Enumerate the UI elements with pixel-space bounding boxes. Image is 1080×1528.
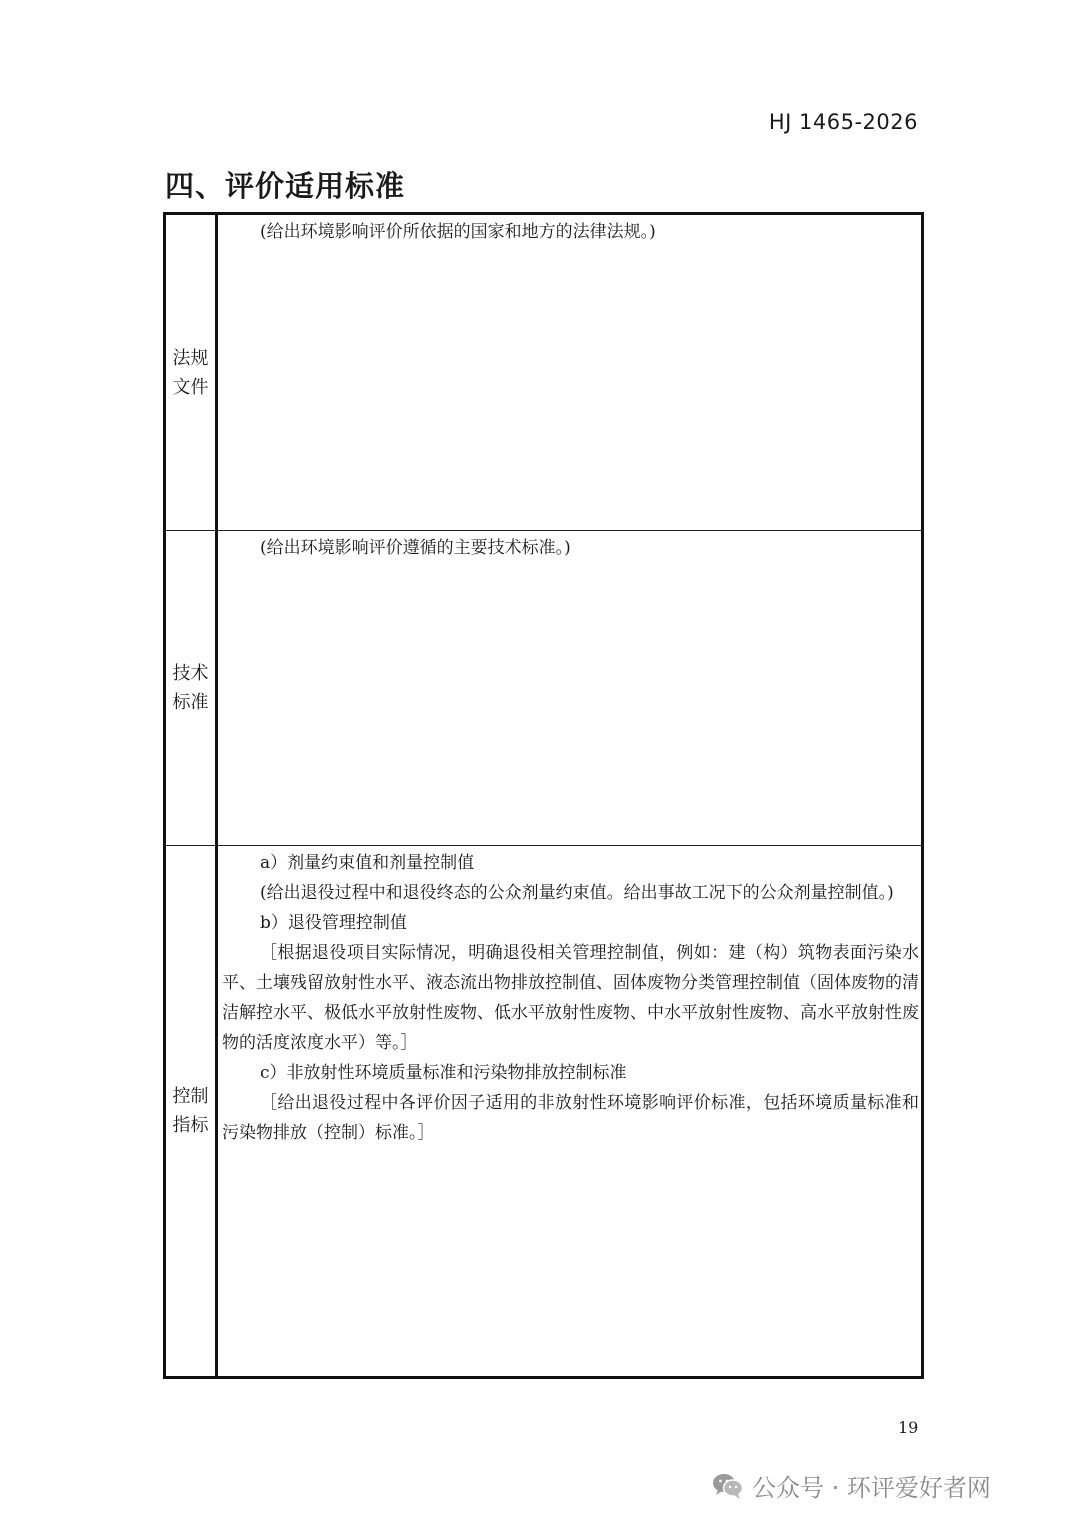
evaluation-standards-table: [163, 212, 924, 1379]
row-label-control-indicators: [165, 846, 217, 1378]
wechat-icon: [712, 1472, 744, 1500]
section-title: 四、评价适用标准: [165, 169, 406, 203]
row-content-regulations: [217, 214, 923, 531]
watermark-text: 公众号 · 环评爱好者网: [752, 1474, 991, 1502]
table-row-control-indicators: [165, 846, 923, 1378]
row-label-line: 法规: [172, 347, 209, 369]
instruction-text: ［根据退役项目实际情况，明确退役相关管理控制值，例如：建（构）筑物表面污染水平、土壤残留放射性水平、液态流出物排放控制值、固体废物分类管理控制值（固体废物的清洁解控水平、极低水平放射性废物、低水平放射性废物、中水平放射性废物、高水平放射性废物的活度浓度水平）等。］: [222, 943, 919, 1053]
row-content-control-indicators: [217, 846, 923, 1378]
footer-watermark: [712, 1468, 991, 1503]
instruction-text: (给出退役过程中和退役终态的公众剂量约束值。给出事故工况下的公众剂量控制值。): [260, 883, 894, 903]
document-code: HJ 1465-2026: [768, 110, 918, 134]
row-label-line: 指标: [172, 1115, 209, 1136]
table-row-technical-standards: [165, 531, 923, 846]
subheading-b: b）退役管理控制值: [260, 913, 407, 933]
row-label-line: 标准: [172, 692, 209, 713]
row-label-line: 技术: [172, 663, 209, 684]
subheading-a: a）剂量约束值和剂量控制值: [260, 853, 475, 873]
row-label-line: 控制: [172, 1086, 209, 1107]
table-row-regulations: [165, 214, 923, 531]
subheading-c: c）非放射性环境质量标准和污染物排放控制标准: [260, 1063, 627, 1083]
instruction-text: (给出环境影响评价遵循的主要技术标准。): [260, 538, 571, 558]
row-label-regulations: [165, 214, 217, 531]
row-content-technical-standards: [217, 531, 923, 846]
instruction-text: ［给出退役过程中各评价因子适用的非放射性环境影响评价标准，包括环境质量标准和污染物排放（控制）标准。］: [222, 1093, 919, 1143]
instruction-text: (给出环境影响评价所依据的国家和地方的法律法规。): [260, 222, 656, 242]
page-number: 19: [898, 1418, 919, 1437]
row-label-line: 文件: [172, 376, 209, 398]
row-label-technical-standards: [165, 531, 217, 846]
